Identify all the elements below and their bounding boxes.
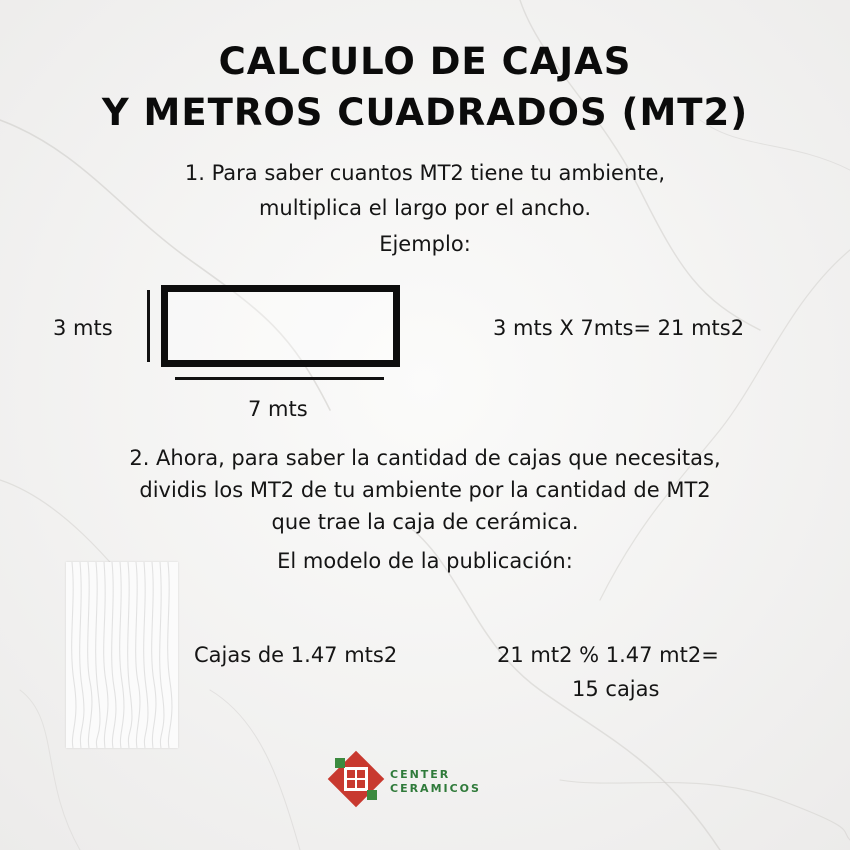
area-formula: 3 mts X 7mts= 21 mts2 <box>493 316 745 340</box>
tile-product-image <box>66 562 178 748</box>
step1-text-line-1: 1. Para saber cuantos MT2 tiene tu ambiente, <box>184 161 666 185</box>
logo-text-line-1: CENTER <box>390 768 451 781</box>
step2-text-line-1: 2. Ahora, para saber la cantidad de cajas que necesitas, <box>129 446 721 470</box>
calculation-line-1: 21 mt2 % 1.47 mt2= <box>497 643 719 667</box>
center-ceramicos-logo-icon <box>327 750 385 808</box>
page-title-line-1: CALCULO DE CAJAS <box>218 40 632 83</box>
calculation-line-2: 15 cajas <box>572 677 660 701</box>
model-label: El modelo de la publicación: <box>277 549 573 573</box>
width-label: 7 mts <box>248 397 308 421</box>
step2-text-line-3: que trae la caja de cerámica. <box>271 510 579 534</box>
example-label: Ejemplo: <box>379 232 471 256</box>
page-title-line-2: Y METROS CUADRADOS (MT2) <box>101 91 749 134</box>
step1-text-line-2: multiplica el largo por el ancho. <box>258 196 592 220</box>
height-label: 3 mts <box>53 316 113 340</box>
logo-text-line-2: CERAMICOS <box>390 782 481 795</box>
step2-text-line-2: dividis los MT2 de tu ambiente por la cantidad de MT2 <box>139 478 711 502</box>
width-dimension-line <box>175 377 384 380</box>
box-size-text: Cajas de 1.47 mts2 <box>194 643 398 667</box>
height-dimension-line <box>147 290 150 362</box>
room-rectangle <box>161 285 400 367</box>
